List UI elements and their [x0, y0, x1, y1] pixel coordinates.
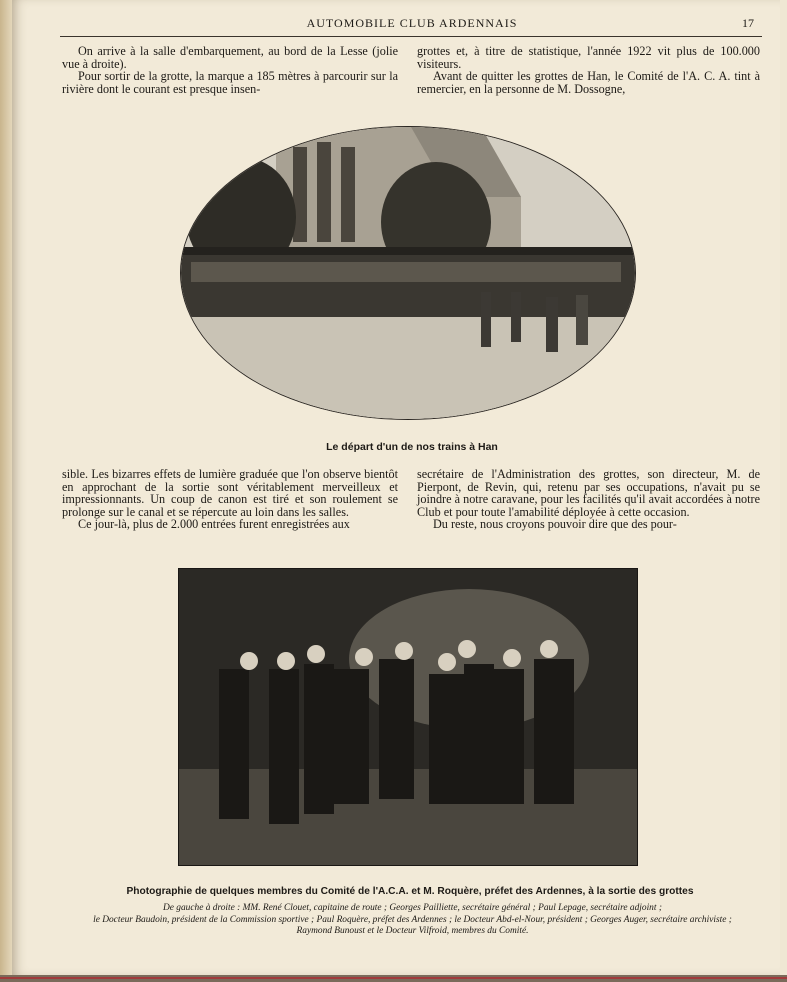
column-left-bottom	[62, 468, 398, 531]
header-rule	[60, 36, 762, 37]
column-right-top	[417, 45, 760, 95]
paragraph: grottes et, à titre de statistique, l'année 1922 vit plus de 100.000 visiteurs.	[417, 44, 760, 71]
credits-line: Raymond Bunoust et le Docteur Vilfroid, membres du Comité.	[296, 926, 529, 936]
paragraph: Pour sortir de la grotte, la marque a 185 mètres à parcourir sur la rivière dont le courant est presque insen-	[62, 69, 398, 96]
paragraph: Avant de quitter les grottes de Han, le Comité de l'A. C. A. tint à remercier, en la personne de M. Dossogne,	[417, 69, 760, 96]
page-number: 17	[742, 16, 754, 30]
running-title: AUTOMOBILE CLUB ARDENNAIS	[306, 16, 518, 30]
group-photo-caption: Photographie de quelques membres du Comité de l'A.C.A. et M. Roquère, préfet des Ardennes, à la sortie des grottes	[126, 886, 694, 897]
running-header	[62, 16, 762, 34]
paragraph: secrétaire de l'Administration des grottes, son directeur, M. de Pierpont, de Revin, qui, retenu par ses occupations, n'avait pu se joindre à notre caravane, pour les facilités qu'il avait accordées à notre Club et pour toute l'amabilité déployée à cette occasion.	[417, 467, 760, 519]
page-bottom-edge	[0, 975, 787, 982]
photo-credits	[40, 903, 785, 938]
paragraph: Ce jour-là, plus de 2.000 entrées furent enregistrées aux	[78, 517, 350, 532]
train-photo	[180, 126, 636, 420]
credits-line: le Docteur Baudoin, président de la Commission sportive ; Paul Roquère, préfet des Ardennes ; le Docteur Abd-el-Nour, président ; Georges Auger, secrétaire archiviste ;	[93, 914, 732, 925]
paragraph: On arrive à la salle d'embarquement, au bord de la Lesse (jolie vue à droite).	[62, 44, 398, 71]
column-right-bottom	[417, 468, 760, 531]
photo-caption: Le départ d'un de nos trains à Han	[326, 441, 498, 453]
credits-line: De gauche à droite : MM. René Clouet, capitaine de route ; Georges Pailliette, secrétaire général ; Paul Lepage, secrétaire adjoint ;	[163, 903, 662, 913]
column-left-top	[62, 45, 398, 95]
paragraph: Du reste, nous croyons pouvoir dire que des pour-	[433, 517, 677, 532]
group-photo	[178, 568, 638, 866]
paragraph: sible. Les bizarres effets de lumière graduée que l'on observe bientôt en approchant de la sortie sont véritablement merveilleux et impressionnants. Un coup de canon est tiré et son roulement se prolonge sur le canal et se répercute au loin dans les salles.	[62, 467, 398, 519]
